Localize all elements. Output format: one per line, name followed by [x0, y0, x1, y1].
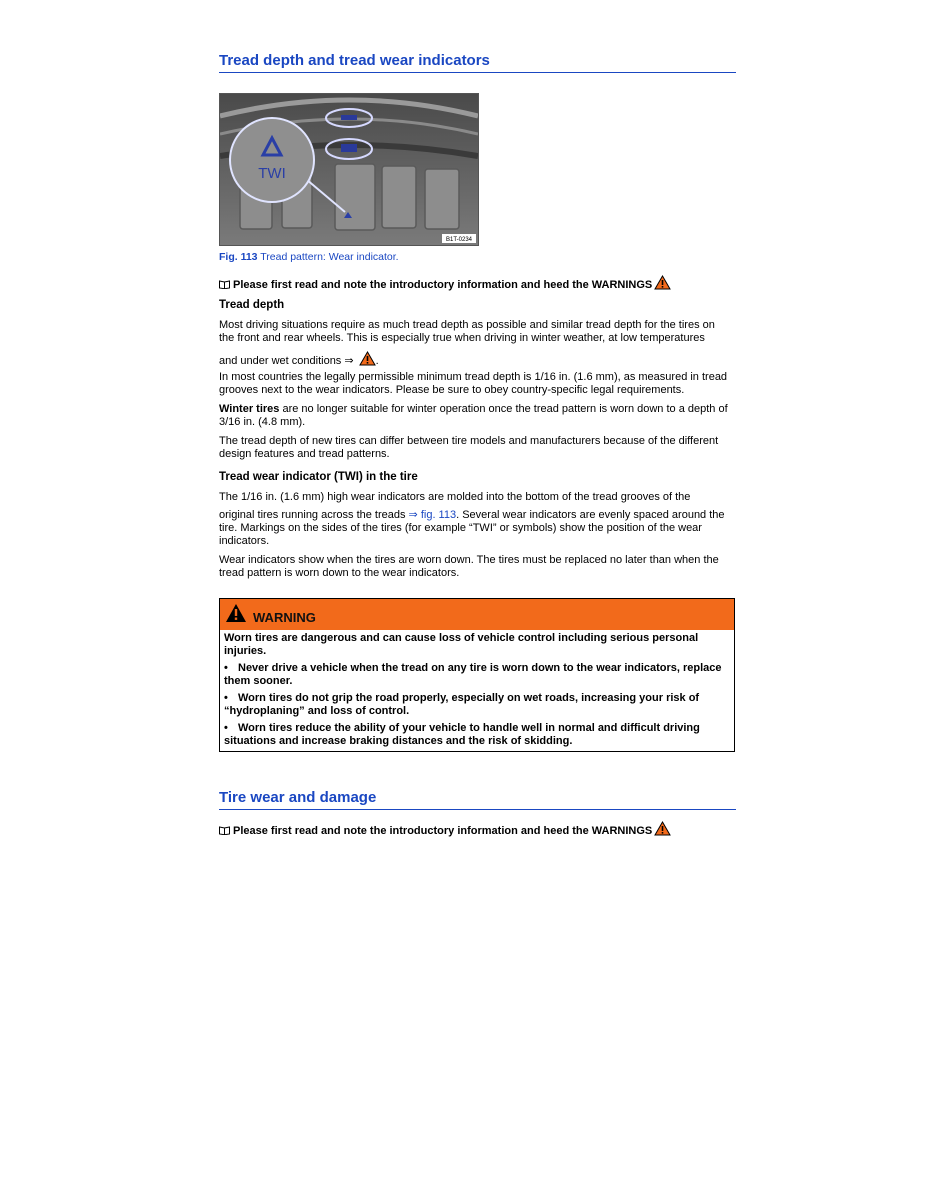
warning-bullet-3: [224, 722, 730, 748]
tread-depth-heading: Tread depth: [219, 299, 285, 311]
tread-depth-paragraph-3: [219, 403, 736, 429]
intro-note-2-text: Please first read and note the introductory information and heed the WARNINGS: [233, 825, 653, 837]
bullet-marker: •: [224, 722, 228, 734]
figure-caption: [219, 251, 399, 263]
twi-badge-label: TWI: [258, 165, 286, 182]
twi-paragraph-2: Wear indicators show when the tires are worn down. The tires must be replaced no later than when the tread pattern is worn down to the wear indicators.: [219, 554, 719, 579]
warning-label: WARNING: [253, 610, 316, 625]
tread-depth-line-2: the front and rear wheels. This is especially true when driving in winter weather, at low temperatures: [219, 332, 705, 344]
winter-tires-text: are no longer suitable for winter operation once the tread pattern is worn down to a depth of 3/16 in. (4.8 mm).: [219, 403, 728, 428]
tire-tread-illustration: [220, 94, 478, 245]
warning-bullet-1-text: Never drive a vehicle when the tread on any tire is worn down to the wear indicators, replace them sooner.: [224, 662, 722, 687]
warning-box: [219, 598, 735, 752]
warning-icon: [225, 603, 247, 623]
warning-intro: Worn tires are dangerous and can cause loss of vehicle control including serious personal injuries.: [224, 632, 699, 657]
warning-triangle-icon[interactable]: [654, 821, 671, 836]
twi-line-2: [219, 509, 736, 548]
bullet-marker: •: [224, 692, 228, 704]
warning-triangle-icon[interactable]: [359, 351, 376, 366]
winter-tires-term: Winter tires: [219, 403, 280, 415]
tread-depth-paragraph-4: The tread depth of new tires can differ between tire models and manufacturers because of the different design features and tread patterns.: [219, 435, 719, 460]
warning-bullet-2-text: Worn tires do not grip the road properly, especially on wet roads, increasing your risk of “hydroplaning” and loss of control.: [224, 692, 700, 717]
twi-line-2-rest: . Several wear indicators are evenly spaced around the tire. Markings on the sides of the tires (for example “TWI” or symbols) show the position of the wear indicators.: [219, 509, 725, 547]
warning-bullet-1: [224, 662, 730, 688]
tread-depth-paragraph-2: In most countries the legally permissible minimum tread depth is 1/16 in. (1.6 mm), as measured in tread grooves next to the wear indicators. Please be sure to obey country-specific legal requirements.: [219, 371, 728, 396]
tread-depth-line-3: [219, 351, 736, 368]
twi-line-1: The 1/16 in. (1.6 mm) high wear indicators are molded into the bottom of the tread grooves of the: [219, 491, 691, 503]
warning-body: [220, 632, 734, 748]
warning-bullet-3-text: Worn tires reduce the ability of your vehicle to handle well in normal and difficult driving situations and increase braking distances and the risk of skidding.: [224, 722, 700, 747]
twi-paragraph-1: [219, 491, 736, 548]
fig-113-link[interactable]: ⇒ fig. 113: [408, 509, 457, 521]
warning-bullet-2: [224, 692, 730, 718]
tread-depth-line-3-end: .: [375, 355, 379, 367]
section-title-tread-depth: Tread depth and tread wear indicators: [219, 52, 736, 73]
book-icon: [219, 826, 230, 835]
warning-header: [220, 599, 734, 630]
bullet-marker: •: [224, 662, 228, 674]
section-title-tire-wear: Tire wear and damage: [219, 789, 736, 810]
warning-triangle-icon[interactable]: [654, 275, 671, 290]
figure-caption-text: Tread pattern: Wear indicator.: [257, 251, 399, 263]
book-icon: [219, 280, 230, 289]
figure-code: B1T-0234: [445, 237, 473, 243]
twi-heading: Tread wear indicator (TWI) in the tire: [219, 471, 418, 483]
intro-note-2: [219, 821, 671, 837]
tread-depth-line-1: Most driving situations require as much tread depth as possible and similar tread depth for the tires on: [219, 319, 715, 331]
tire-tread-figure: [219, 93, 479, 246]
intro-note-text: Please first read and note the introductory information and heed the WARNINGS: [233, 279, 653, 291]
tread-depth-line-3-text: and under wet conditions ⇒: [219, 355, 357, 367]
intro-note: [219, 275, 671, 291]
twi-line-2-text: original tires running across the treads: [219, 509, 409, 521]
tread-depth-paragraph-1: [219, 319, 736, 368]
figure-number: Fig. 113: [219, 251, 258, 263]
